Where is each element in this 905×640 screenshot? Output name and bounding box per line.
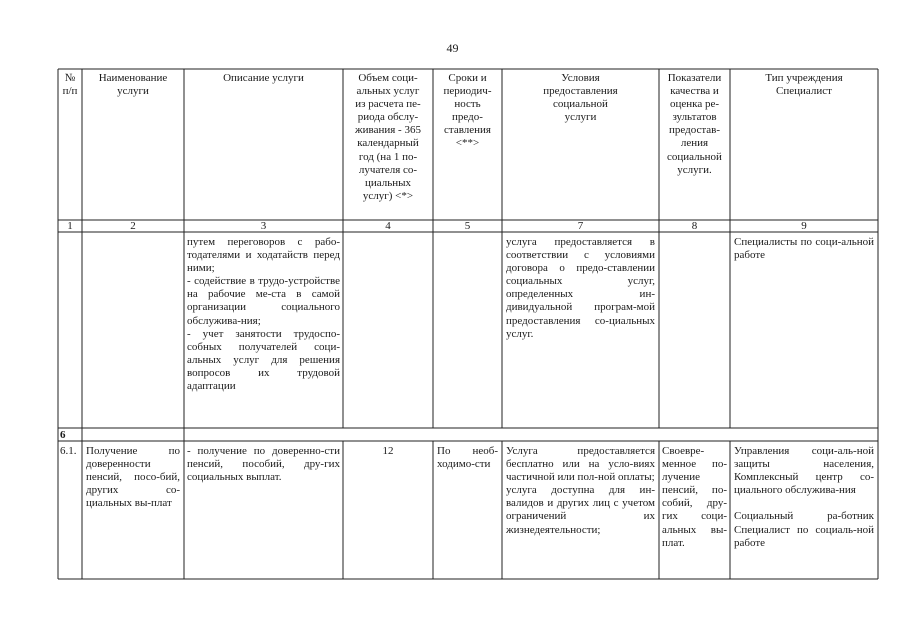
header-service-name: Наименование услуги (98, 72, 168, 98)
header-description: Описание услуги (223, 72, 304, 84)
column-number: 9 (801, 220, 807, 232)
header-volume: Объем соци- альных услуг из расчета пе- риода обслу- живания - 365 календарный год (на 1 по- лучателя со- циальных услуг) <*> (355, 72, 421, 202)
section-number: 6 (60, 429, 66, 441)
page-number: 49 (446, 41, 459, 55)
service-name: Получение по доверенности пенсий, посо-бий, других со-циальных вы-плат (86, 445, 180, 510)
column-number: 8 (691, 220, 698, 232)
header-conditions: Условия предоставления социальной услуги (543, 72, 618, 124)
service-specialist: Управления соци-аль-ной защиты населения, Комплексный центр со-циального обслужива-ния Социальный ра-ботник Специалист по социаль-ной работе (734, 445, 874, 549)
continuation-description: путем переговоров с рабо-тодателями и ходатайств перед ними; - содействие в трудо-устройстве на рабочие ме-ста в самой организации социального обслужива-ния; - учет занятости трудоспо-собных получателей соци-альных услуг для решения вопросов их трудовой адаптации (187, 236, 340, 393)
column-number: 3 (260, 220, 267, 232)
column-number: 5 (464, 220, 471, 232)
service-description: - получение по доверенно-сти пенсий, пособий, дру-гих социальных выплат. (187, 445, 340, 484)
continuation-specialist: Специалисты по соци-альной работе (734, 236, 874, 262)
service-volume: 12 (382, 445, 394, 457)
service-quality: Своевре-менное по-лучение пенсий, по-собий, дру-гих соци-альных вы-плат. (662, 445, 727, 549)
column-number: 4 (385, 220, 391, 232)
service-number: 6.1. (60, 445, 77, 457)
continuation-conditions: услуга предоставляется в соответствии с условиями договора о предо-ставлении социальных услуг, определенных ин-дивидуальной програм-мой предоставления со-циальных услуг. (506, 236, 655, 340)
header-number: № п/п (62, 72, 78, 98)
column-number: 2 (130, 220, 136, 232)
header-specialist: Тип учреждения Специалист (765, 72, 843, 98)
header-quality: Показатели качества и оценка ре- зультатов предостав- ления социальной услуги. (667, 72, 722, 176)
service-terms: По необ-ходимо-сти (437, 445, 498, 471)
header-terms: Сроки и периодич- ность предо- ставления <**> (443, 72, 492, 150)
service-conditions: Услуга предоставляется бесплатно или на усло-виях частичной или пол-ной оплаты; услуга доступна для ин-валидов и других лиц с учетом ограничений их жизнедеятельности; (506, 445, 655, 536)
column-number: 7 (577, 220, 584, 232)
column-number: 1 (67, 220, 73, 232)
